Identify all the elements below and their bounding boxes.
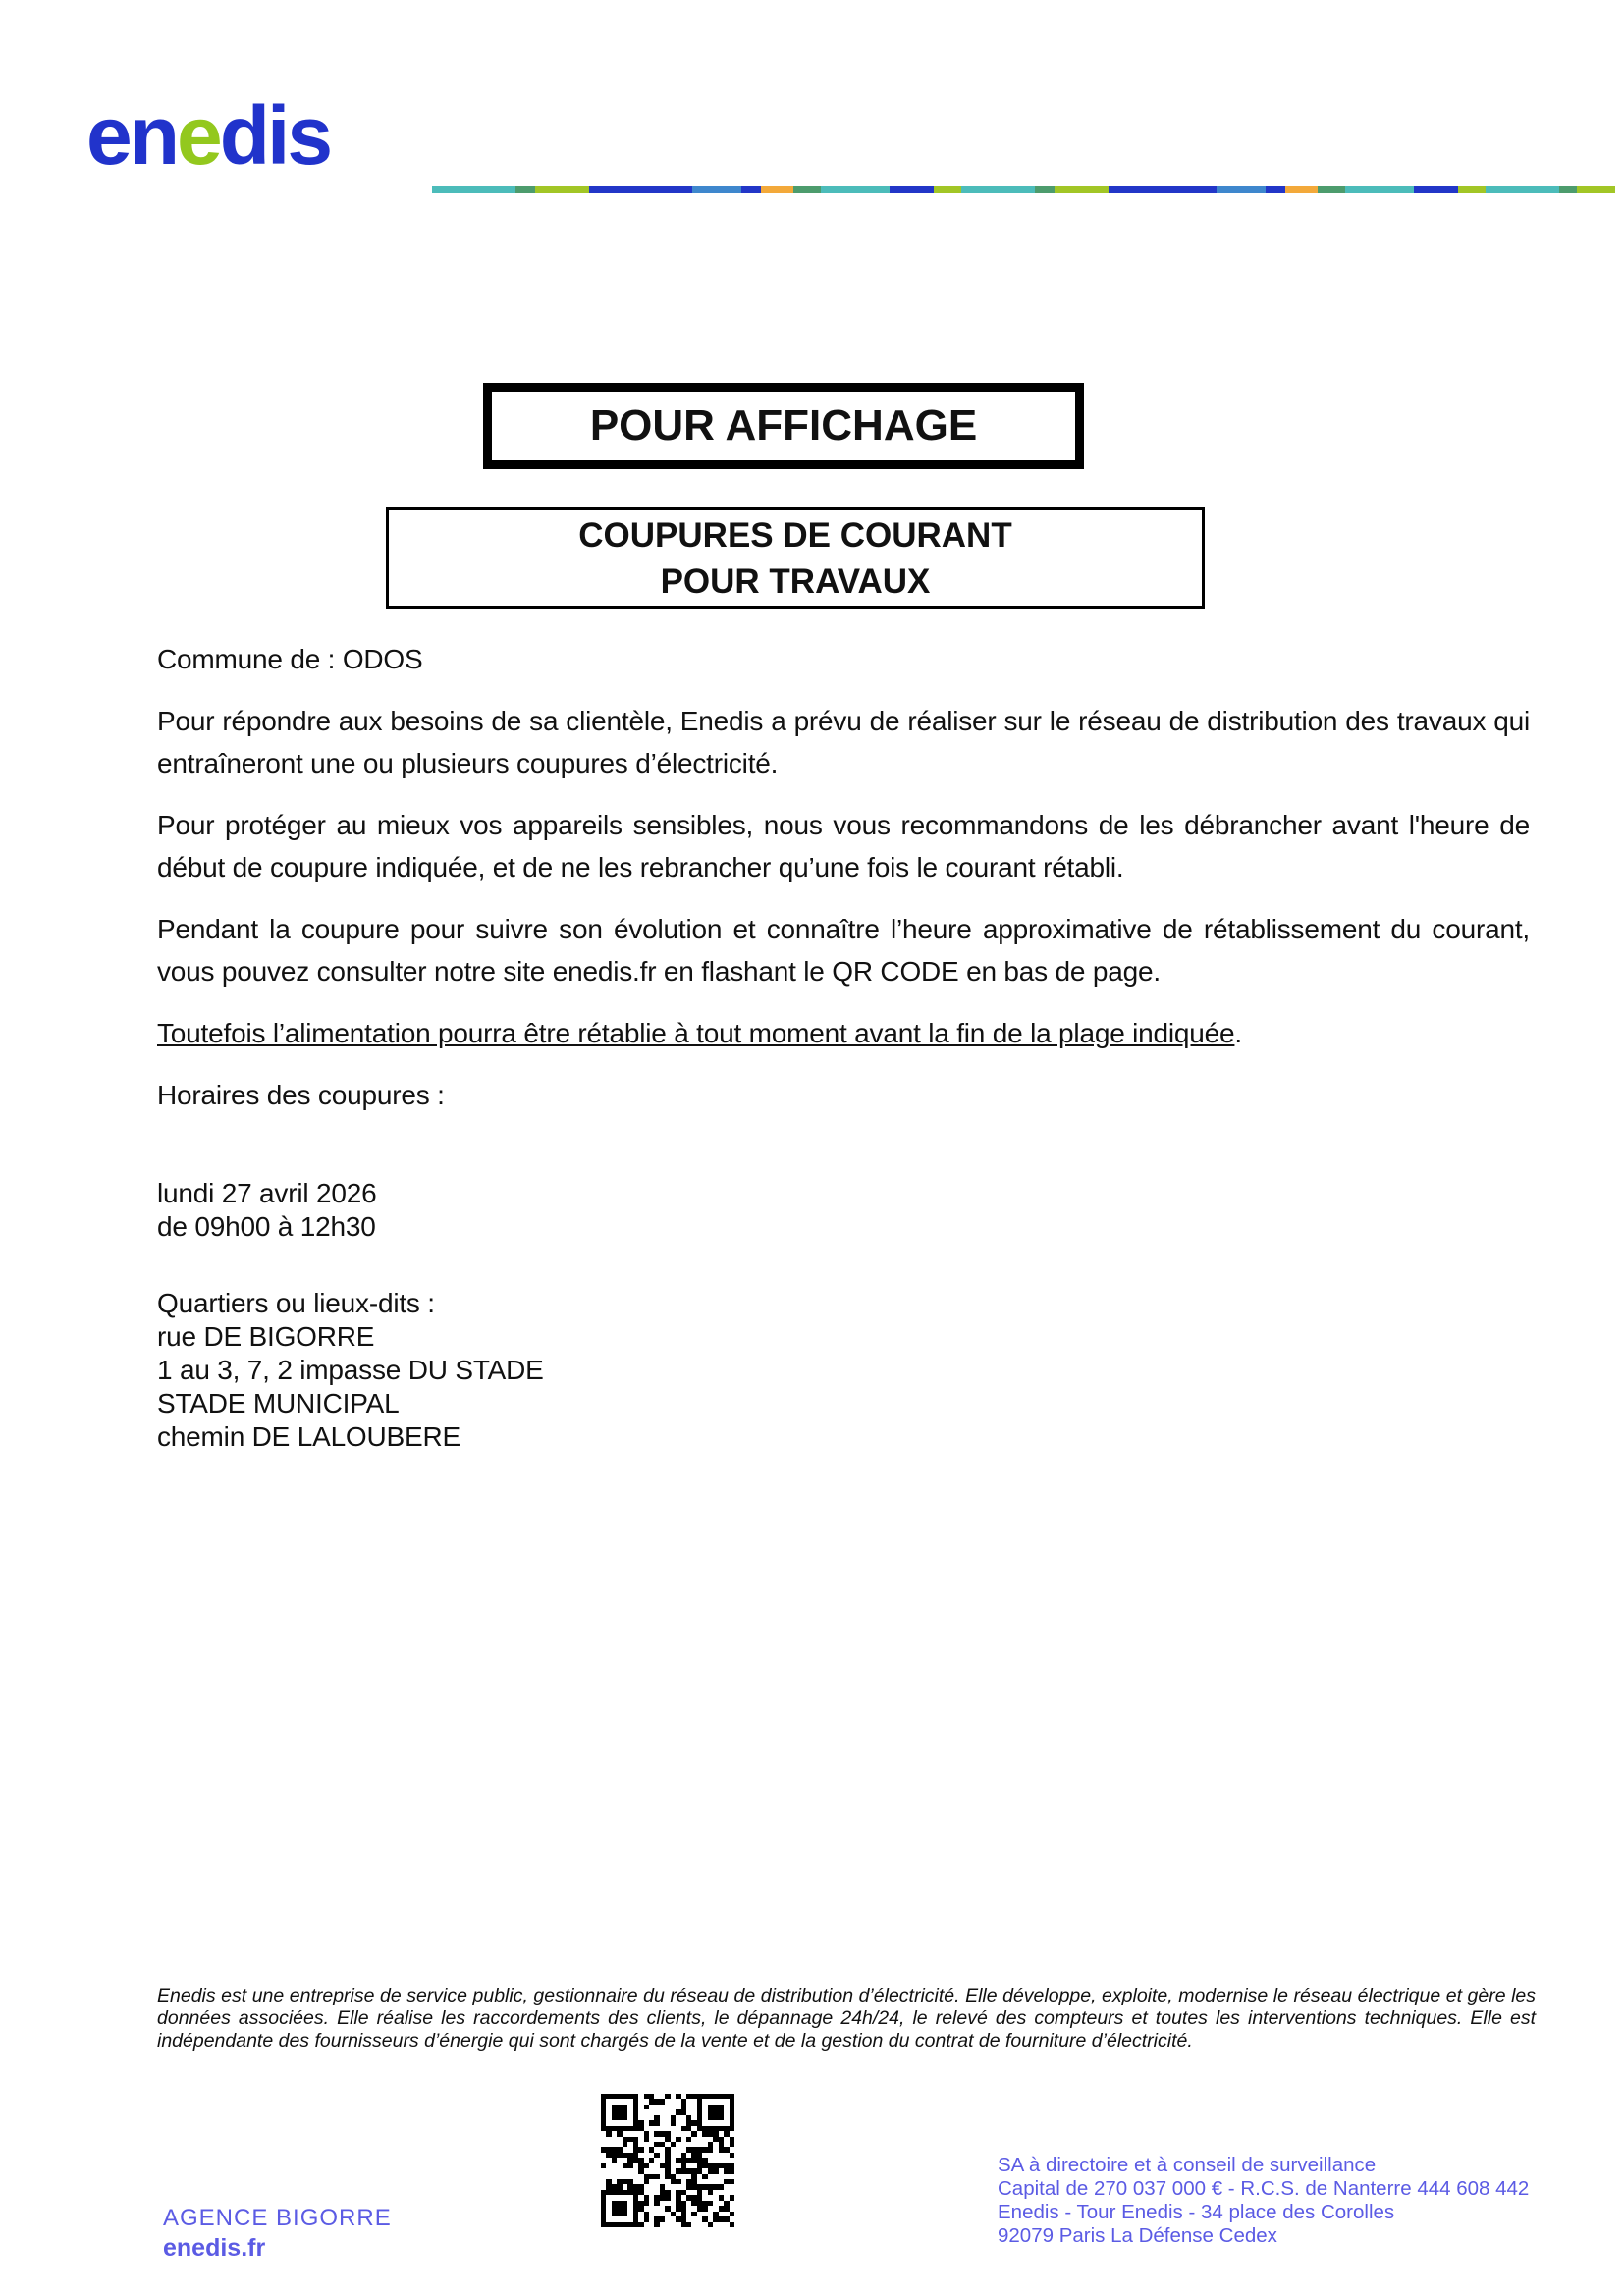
logo-part-green: e — [177, 89, 220, 182]
brand-divider — [432, 186, 1615, 193]
company-info-block — [998, 2154, 1529, 2248]
locations-block — [157, 1287, 1530, 1454]
emphasis-underlined-text: Toutefois l’alimentation pourra être rétablie à tout moment avant la fin de la plage indiquée — [157, 1018, 1235, 1048]
schedule-time: de 09h00 à 12h30 — [157, 1211, 376, 1242]
agency-block — [163, 2204, 392, 2263]
pour-affichage-banner-inner — [489, 389, 1078, 463]
paragraph-qrcode-info: Pendant la coupure pour suivre son évolution et connaître l’heure approximative de rétablissement du courant, vous pouvez consulter notre site enedis.fr en flashant le QR CODE en bas de page. — [157, 914, 1530, 987]
pour-affichage-banner — [483, 383, 1084, 469]
notice-line-2: POUR TRAVAUX — [660, 561, 931, 601]
website-link: enedis.fr — [163, 2234, 266, 2262]
location-item: 1 au 3, 7, 2 impasse DU STADE — [157, 1355, 544, 1385]
enedis-logo — [86, 89, 331, 182]
banner-title: POUR AFFICHAGE — [589, 401, 978, 450]
logo-part-blue-1: en — [86, 89, 178, 182]
notice-line-1: COUPURES DE COURANT — [578, 515, 1012, 555]
paragraph-intro: Pour répondre aux besoins de sa clientèle, Enedis a prévu de réaliser sur le réseau de distribution des travaux qui entraîneront une ou plusieurs coupures d’électricité. — [157, 706, 1530, 778]
qr-code — [601, 2094, 734, 2227]
schedule-label: Horaires des coupures : — [157, 1080, 445, 1110]
body-content — [157, 638, 1530, 1454]
paragraph-emphasis — [157, 1012, 1530, 1054]
commune-line: Commune de : ODOS — [157, 644, 423, 674]
company-line: Enedis - Tour Enedis - 34 place des Corolles — [998, 2201, 1395, 2223]
locations-label: Quartiers ou lieux-dits : — [157, 1288, 435, 1318]
location-item: rue DE BIGORRE — [157, 1321, 375, 1352]
company-line: 92079 Paris La Défense Cedex — [998, 2224, 1277, 2247]
company-line: Capital de 270 037 000 € - R.C.S. de Nanterre 444 608 442 — [998, 2177, 1530, 2200]
about-enedis-text: Enedis est une entreprise de service public, gestionnaire du réseau de distribution d’électricité. Elle développe, exploite, modernise le réseau électrique et gère les données associées. Elle réalise les raccordements des clients, le dépannage 24h/24, le relevé des compteurs et toutes les interventions techniques. Elle est indépendante des fournisseurs d’énergie qui sont chargés de la vente et de la gestion du contrat de fourniture d’électricité. — [157, 1985, 1536, 2052]
schedule-date: lundi 27 avril 2026 — [157, 1178, 377, 1208]
coupures-notice-box — [386, 507, 1205, 609]
emphasis-period: . — [1234, 1018, 1243, 1048]
agency-name: AGENCE BIGORRE — [163, 2205, 392, 2231]
location-item: chemin DE LALOUBERE — [157, 1421, 460, 1452]
location-item: STADE MUNICIPAL — [157, 1388, 400, 1418]
schedule-block — [157, 1177, 1530, 1244]
paragraph-advice: Pour protéger au mieux vos appareils sensibles, nous vous recommandons de les débrancher avant l'heure de début de coupure indiquée, et de ne les rebrancher qu’une fois le courant rétabli. — [157, 810, 1530, 882]
company-line: SA à directoire et à conseil de surveillance — [998, 2154, 1377, 2176]
logo-part-blue-2: dis — [219, 89, 331, 182]
